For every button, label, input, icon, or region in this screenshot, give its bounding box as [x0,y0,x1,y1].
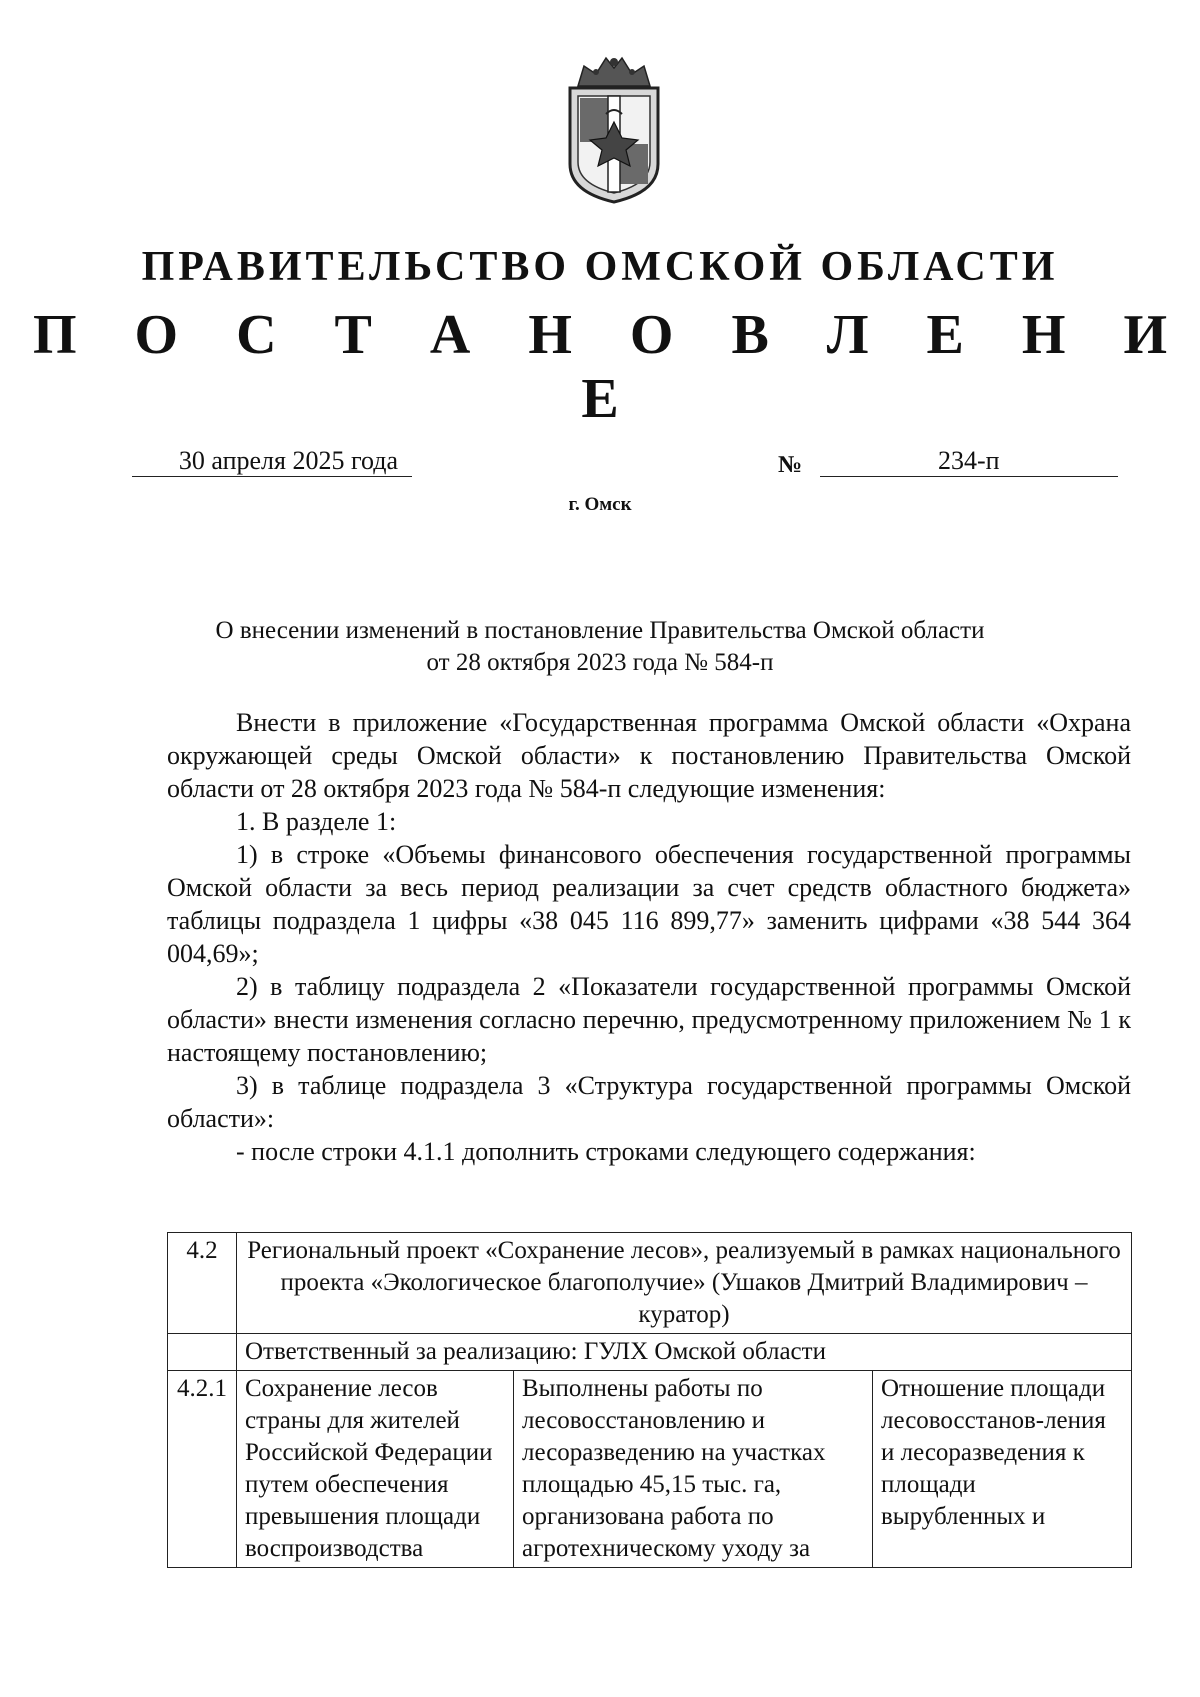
subject-line-2: от 28 октября 2023 года № 584-п [426,649,774,676]
subject-line-1: О внесении изменений в постановление Правительства Омской области [215,617,985,644]
table-cell-result: Выполнены работы по лесовосстановлению и лесоразведению на участках площадью 45,15 тыс. га, организована работа по агротехническому уходу за [514,1371,873,1568]
table-row [168,1334,1132,1371]
table-cell-number: 4.2.1 [168,1371,237,1568]
table-cell-project: Региональный проект «Сохранение лесов», реализуемый в рамках национального проекта «Экологическое благополучие» (Ушаков Дмитрий Владимирович – куратор) [237,1233,1132,1334]
document-date: 30 апреля 2025 года [132,446,412,477]
document-number: 234-п [820,446,1118,477]
table-cell-number: 4.2 [168,1233,237,1334]
number-sign: № [778,452,803,478]
paragraph-item-1: 1) в строке «Объемы финансового обеспечения государственной программы Омской области за весь период реализации за счет средств областного бюджета» таблицы подраздела 1 цифры «38 045 116 899,77» заменить цифрами «38 544 364 004,69»; [167,840,1131,968]
table-cell-responsible: Ответственный за реализацию: ГУЛХ Омской области [237,1334,1132,1371]
table-cell-empty [168,1334,237,1371]
structure-table [167,1232,1132,1568]
document-body [167,706,1131,1168]
table-cell-indicator: Отношение площади лесовосстанов-ления и лесоразведения к площади вырубленных и [873,1371,1132,1568]
city-name: г. Омск [568,494,632,515]
document-type: П О С Т А Н О В Л Е Н И Е [32,304,1189,430]
table-row [168,1371,1132,1568]
paragraph-intro: Внести в приложение «Государственная программа Омской области «Охрана окружающей среды Омской области» к постановлению Правительства Омской области от 28 октября 2023 года № 584-п следующие изменения: [167,708,1131,803]
government-name: ПРАВИТЕЛЬСТВО ОМСКОЙ ОБЛАСТИ [141,244,1059,290]
paragraph-item-3: 3) в таблице подраздела 3 «Структура государственной программы Омской области»: [167,1071,1131,1133]
coat-of-arms-emblem [556,52,672,206]
document-subject [0,615,1200,679]
table-cell-task: Сохранение лесов страны для жителей Российской Федерации путем обеспечения превышения площади воспроизводства [237,1371,514,1568]
table-row [168,1233,1132,1334]
paragraph-item-2: 2) в таблицу подраздела 2 «Показатели государственной программы Омской области» внести изменения согласно перечню, предусмотренному приложением № 1 к настоящему постановлению; [167,972,1131,1067]
paragraph-after-row: - после строки 4.1.1 дополнить строками следующего содержания: [236,1137,976,1166]
paragraph-section-1: 1. В разделе 1: [236,807,397,836]
